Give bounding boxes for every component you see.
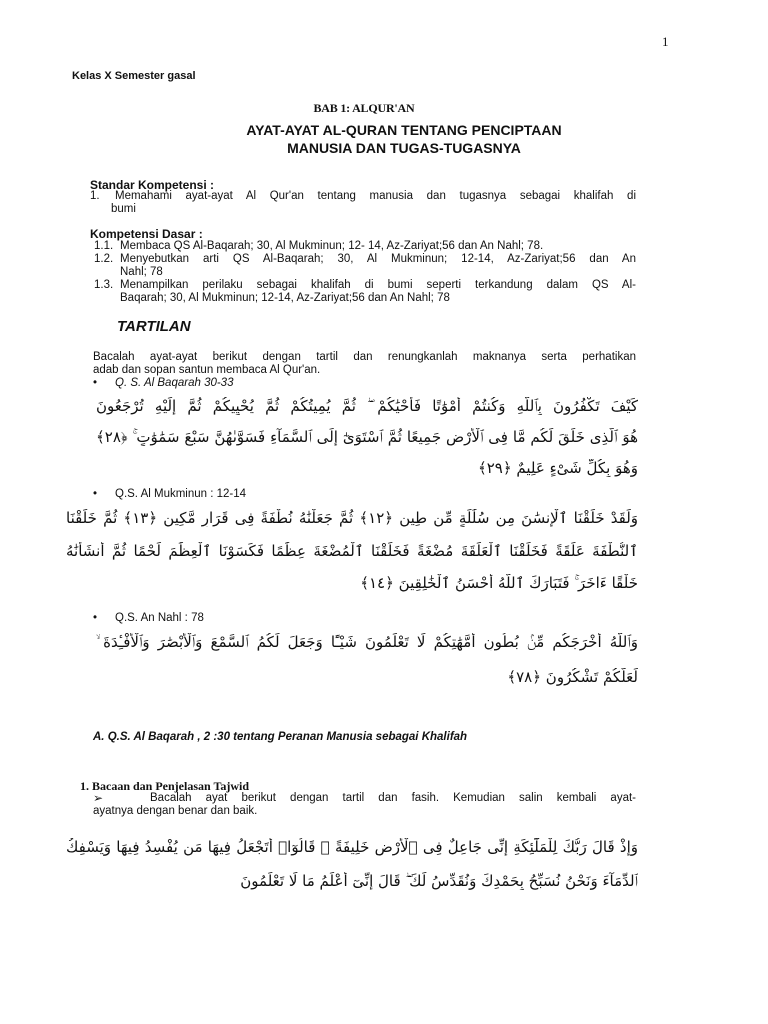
ayat-line: وَٱللَّهُ أَخْرَجَكُم مِّنۢ بُطُونِ أُمَّهَٰتِكُمْ لَا تَعْلَمُونَ شَيْـًٔا وَجَعَلَ لَكُمُ ٱلسَّمْعَ وَٱلْأَبْصَٰرَ وَٱلْأَفْـِٔدَةَ ۙ: [96, 633, 638, 651]
title-line-2: MANUSIA DAN TUGAS-TUGASNYA: [287, 140, 521, 156]
bullet-dot-icon: •: [93, 377, 98, 389]
tartilan-heading: TARTILAN: [117, 318, 191, 335]
intro-line-1: Bacalah ayat-ayat berikut dengan tartil dan renungkanlah maknanya serta perhatikan: [93, 351, 636, 363]
standar-kompetensi-item: [90, 190, 636, 216]
intro-line-2: adab dan sopan santun membaca Al Qur'an.: [93, 364, 321, 376]
ayat-line: وَإِذْ قَالَ رَبُّكَ لِلْمَلَٰٓئِكَةِ إِنِّى جَاعِلٌ فِى ٱلْأَرْضِ خَلِيفَةً ۖ قَالُوٓا۟ أَتَجْعَلُ فِيهَا مَن يُفْسِدُ فِيهَا وَيَسْفِكُ: [66, 838, 638, 856]
ayat-line: وَهُوَ بِكُلِّ شَىْءٍ عَلِيمٌ ﴿٢٩﴾: [477, 459, 638, 477]
bullet-an-nahl: [93, 612, 204, 624]
kompetensi-dasar-list: [94, 240, 636, 305]
bullet-dot-icon: •: [93, 612, 98, 624]
passage-label: Q.S. An Nahl : 78: [115, 612, 204, 624]
page-number: 1: [662, 34, 669, 49]
section-a-heading: A. Q.S. Al Baqarah , 2 :30 tentang Peranan Manusia sebagai Khalifah: [93, 731, 468, 743]
list-item: [94, 253, 636, 266]
ayat-line: لَعَلَّكُمْ تَشْكُرُونَ ﴿٧٨﴾: [507, 668, 638, 686]
item-text-continued: Nahl; 78: [120, 266, 163, 278]
item-number: 1.1.: [94, 240, 114, 252]
kompetensi-dasar-heading: Kompetensi Dasar :: [90, 227, 203, 241]
bullet-dot-icon: •: [93, 488, 98, 500]
list-item: [94, 240, 636, 253]
item-text: Menyebutkan arti QS Al-Baqarah; 30, Al Mukminun; 12-14, Az-Zariyat;56 dan An: [120, 253, 636, 265]
item-number: 1.3.: [94, 279, 114, 291]
title-line-1: AYAT-AYAT AL-QURAN TENTANG PENCIPTAAN: [246, 122, 562, 138]
passage-label: Q. S. Al Baqarah 30-33: [115, 377, 234, 389]
ayat-line: ٱلدِّمَآءَ وَنَحْنُ نُسَبِّحُ بِحَمْدِكَ وَنُقَدِّسُ لَكَ ۖ قَالَ إِنِّىٓ أَعْلَمُ مَا لَا تَعْلَمُونَ: [240, 872, 638, 890]
page-title: [0, 121, 768, 157]
item-text-continued: Baqarah; 30, Al Mukminun; 12-14, Az-Zariyat;56 dan An Nahl; 78: [120, 292, 450, 304]
item-text: Membaca QS Al-Baqarah; 30, Al Mukminun; 12- 14, Az-Zariyat;56 dan An Nahl; 78.: [120, 240, 544, 252]
standar-kompetensi-heading: Standar Kompetensi :: [90, 178, 215, 192]
list-item: [94, 279, 636, 292]
instruction-line-2: ayatnya dengan benar dan baik.: [93, 805, 258, 817]
instruction-line-1: Bacalah ayat berikut dengan tartil dan fasih. Kemudian salin kembali ayat-: [150, 792, 636, 804]
item-text: Memahami ayat-ayat Al Qur'an tentang manusia dan tugasnya sebagai khalifah di: [115, 190, 636, 202]
ayat-line: هُوَ ٱلَّذِى خَلَقَ لَكُم مَّا فِى ٱلْأَرْضِ جَمِيعًا ثُمَّ ٱسْتَوَىٰٓ إِلَى ٱلسَّمَآءِ فَسَوَّىٰهُنَّ سَبْعَ سَمَٰوَٰتٍ ۚ ﴿٢٨﴾: [96, 428, 638, 446]
bullet-al-mukminun: [93, 488, 246, 500]
class-semester-label: Kelas X Semester gasal: [72, 70, 196, 82]
tartilan-intro: [93, 351, 636, 377]
section-1-instruction: [93, 792, 636, 818]
ayat-line: وَلَقَدْ خَلَقْنَا ٱلْإِنسَٰنَ مِن سُلَٰلَةٍ مِّن طِينٍ ﴿١٢﴾ ثُمَّ جَعَلْنَٰهُ نُطْفَةً فِى قَرَارٍ مَّكِينٍ ﴿١٣﴾ ثُمَّ خَلَقْنَا: [66, 509, 638, 527]
ayat-line: كَيْفَ تَكْفُرُونَ بِٱللَّهِ وَكُنتُمْ أَمْوَٰتًا فَأَحْيَٰكُمْ ۖ ثُمَّ يُمِيتُكُمْ ثُمَّ يُحْيِيكُمْ ثُمَّ إِلَيْهِ تُرْجَعُونَ: [96, 397, 638, 415]
ayat-line: خَلْقًا ءَاخَرَ ۚ فَتَبَارَكَ ٱللَّهُ أَحْسَنُ ٱلْخَٰلِقِينَ ﴿١٤﴾: [360, 574, 638, 592]
passage-label: Q.S. Al Mukminun : 12-14: [115, 488, 247, 500]
section-1-heading: 1. Bacaan dan Penjelasan Tajwid: [80, 779, 250, 793]
item-number: 1.2.: [94, 253, 114, 265]
item-text-continued: bumi: [111, 203, 136, 215]
item-text: Menampilkan perilaku sebagai khalifah di bumi seperti terkandung dalam QS Al-: [120, 279, 636, 291]
arrow-bullet-icon: ➢: [93, 791, 104, 805]
item-number: 1.: [90, 190, 100, 202]
chapter-label: BAB 1: ALQUR'AN: [313, 101, 415, 115]
ayat-line: ٱلنُّطْفَةَ عَلَقَةً فَخَلَقْنَا ٱلْعَلَقَةَ مُضْغَةً فَخَلَقْنَا ٱلْمُضْغَةَ عِظَٰمًا فَكَسَوْنَا ٱلْعِظَٰمَ لَحْمًا ثُمَّ أَنشَأْنَٰهُ: [66, 542, 638, 560]
bullet-al-baqarah: [93, 377, 233, 389]
